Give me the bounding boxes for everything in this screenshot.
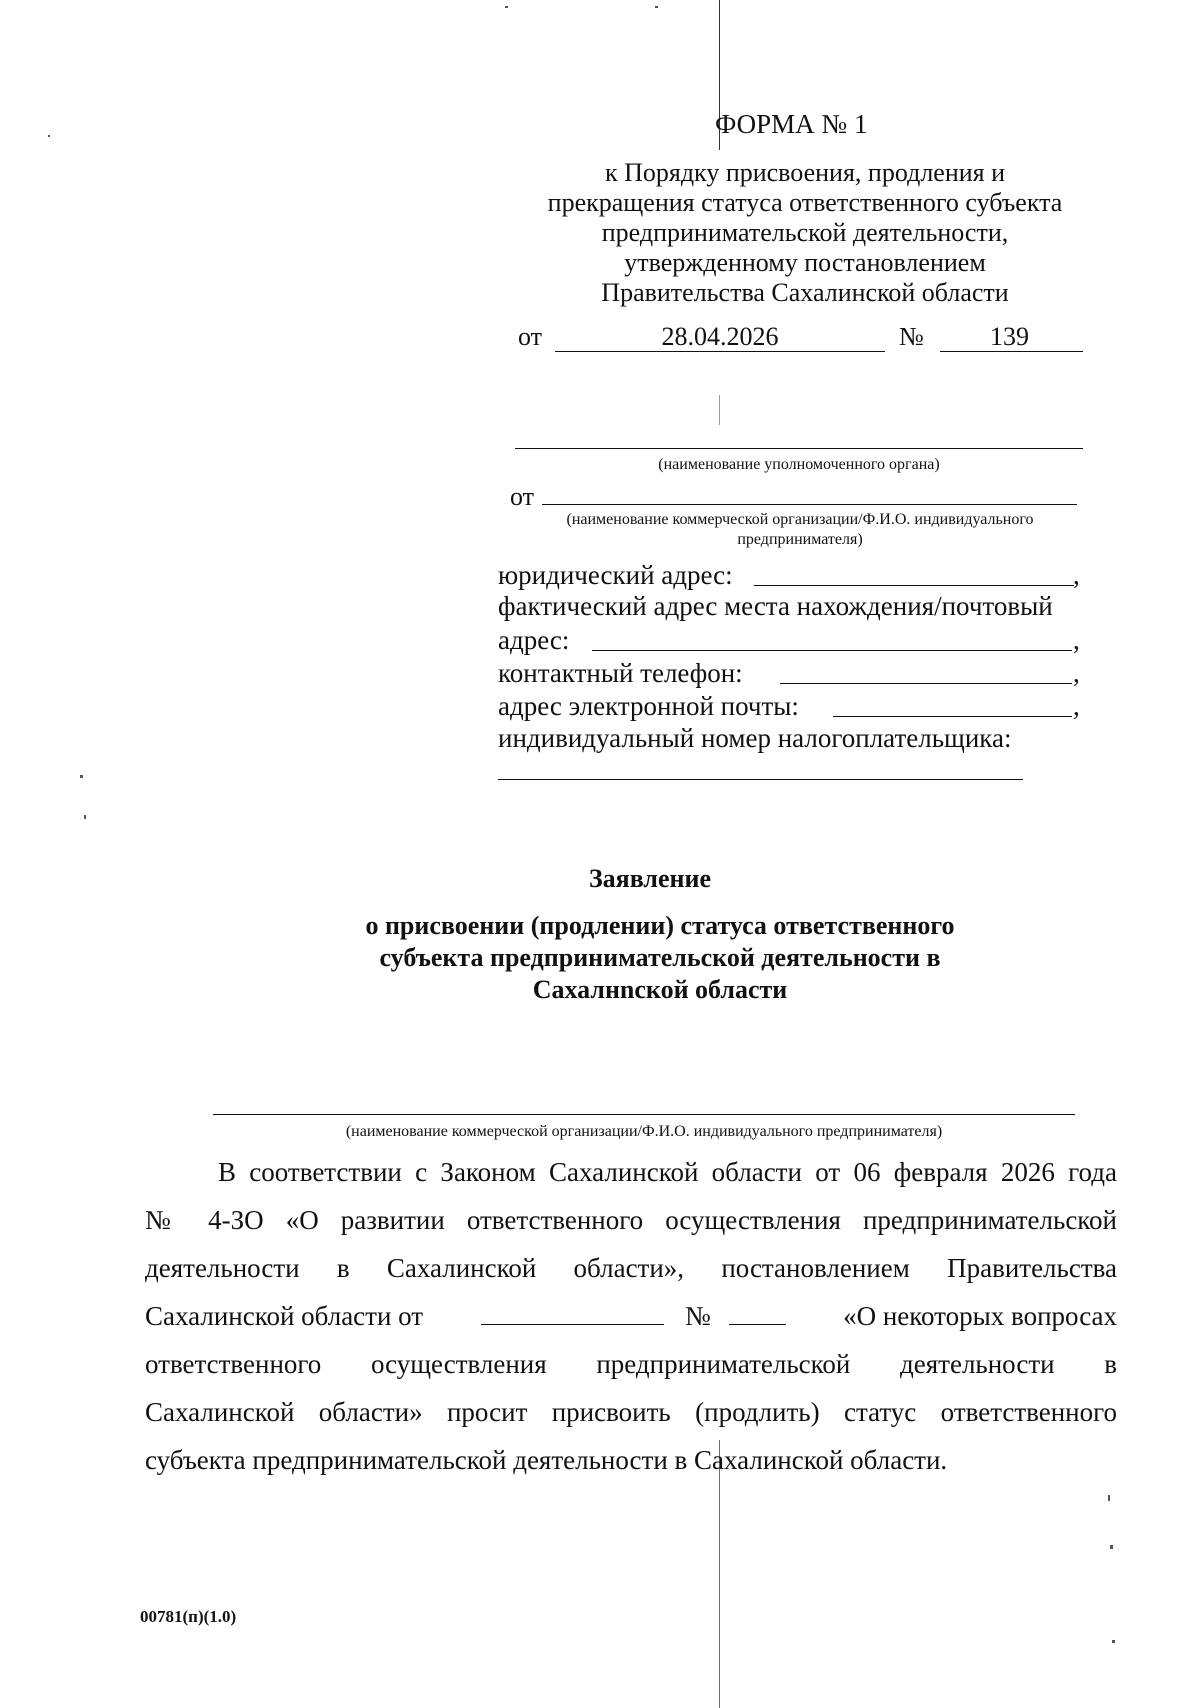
actual-address-label-cont: адрес: — [498, 625, 570, 655]
body-text: «О некоторых вопросах — [843, 1301, 1117, 1331]
statement-subtitle — [220, 910, 1100, 1006]
org-caption-line: предпринимателя) — [737, 531, 863, 548]
org-caption-line: (наименование коммерческой организации/Ф.И.О. индивидуального — [566, 511, 1034, 528]
subtitle-line: субъекта предпринимательской деятельности в — [379, 943, 941, 972]
body-line: субъекта предпринимательской деятельности в Сахалинской области. — [145, 1445, 948, 1475]
from-label: от — [518, 322, 543, 351]
applicant-name-field[interactable] — [213, 1114, 1075, 1115]
comma: , — [1073, 691, 1080, 721]
reference-line: Правительства Сахалинской области — [601, 278, 1009, 307]
actual-address-label: фактический адрес места нахождения/почтовый — [498, 591, 1053, 621]
body-line: ответственного осуществления предпринимательской деятельности в — [145, 1349, 1117, 1379]
email-field[interactable] — [833, 716, 1072, 717]
scan-speck — [48, 135, 50, 137]
subtitle-line: о присвоении (продлении) статуса ответственного — [365, 911, 955, 940]
resolution-date-field[interactable] — [481, 1324, 664, 1325]
resolution-number-field[interactable] — [729, 1324, 786, 1325]
authority-field[interactable] — [515, 448, 1083, 449]
body-line: № 4-ЗО «О развитии ответственного осуществления предпринимательской — [145, 1205, 1117, 1235]
subtitle-line: Сахалнnской области — [532, 975, 788, 1004]
form-title: ФОРМА № 1 — [715, 109, 868, 139]
number-sign: № — [899, 322, 924, 351]
body-line: Сахалинской области» просит присвоить (продлить) статус ответственного — [145, 1397, 1117, 1427]
form-number: 139 — [990, 322, 1029, 351]
scan-speck — [655, 6, 658, 8]
inn-field[interactable] — [498, 779, 1023, 780]
org-caption — [495, 510, 1105, 550]
body-line: деятельности в Сахалинской области», постановлением Правительства — [145, 1253, 1117, 1283]
legal-address-field[interactable] — [754, 585, 1074, 586]
actual-address-field[interactable] — [592, 650, 1072, 651]
email-label: адрес электронной почты: — [498, 691, 799, 721]
legal-address-label: юридический адрес: — [498, 560, 733, 590]
comma: , — [1073, 658, 1080, 688]
reference-line: предпринимательской деятельности, — [601, 218, 1009, 247]
statement-body — [145, 1156, 1117, 1492]
body-text: № — [685, 1301, 711, 1331]
from-label-applicant: от — [510, 482, 535, 511]
scan-speck — [1108, 1495, 1110, 1501]
reference-line: утвержденному постановлением — [624, 248, 986, 277]
body-text: Сахалинской области от — [145, 1301, 424, 1331]
reference-line: прекращения статуса ответственного субъекта — [547, 188, 1063, 217]
scan-fold-line — [719, 395, 720, 425]
phone-field[interactable] — [780, 683, 1072, 684]
scan-speck — [1112, 1640, 1115, 1643]
scan-speck — [505, 6, 508, 8]
scan-speck — [1110, 1545, 1113, 1549]
reference-line: к Порядку присвоения, продления и — [604, 158, 1006, 187]
applicant-name-caption: (наименование коммерческой организации/Ф.И.О. индивидуального предпринимателя) — [345, 1123, 943, 1140]
scan-speck — [80, 775, 83, 778]
authority-caption: (наименование уполномоченного органа) — [658, 456, 940, 473]
applicant-field[interactable] — [542, 504, 1077, 505]
inn-label: индивидуальный номер налогоплательщика: — [498, 723, 1012, 753]
form-reference — [505, 158, 1105, 308]
body-line-with-blanks — [145, 1300, 1117, 1348]
statement-title: Заявление — [588, 864, 712, 893]
body-line: В соответствии с Законом Сахалинской области от 06 февраля 2026 года — [218, 1157, 1117, 1187]
document-code: 00781(п)(1.0) — [140, 1607, 237, 1626]
scan-speck — [84, 815, 86, 819]
phone-label: контактный телефон: — [498, 658, 743, 688]
comma: , — [1073, 560, 1080, 590]
comma: , — [1073, 625, 1080, 655]
form-date: 28.04.2026 — [661, 322, 779, 351]
